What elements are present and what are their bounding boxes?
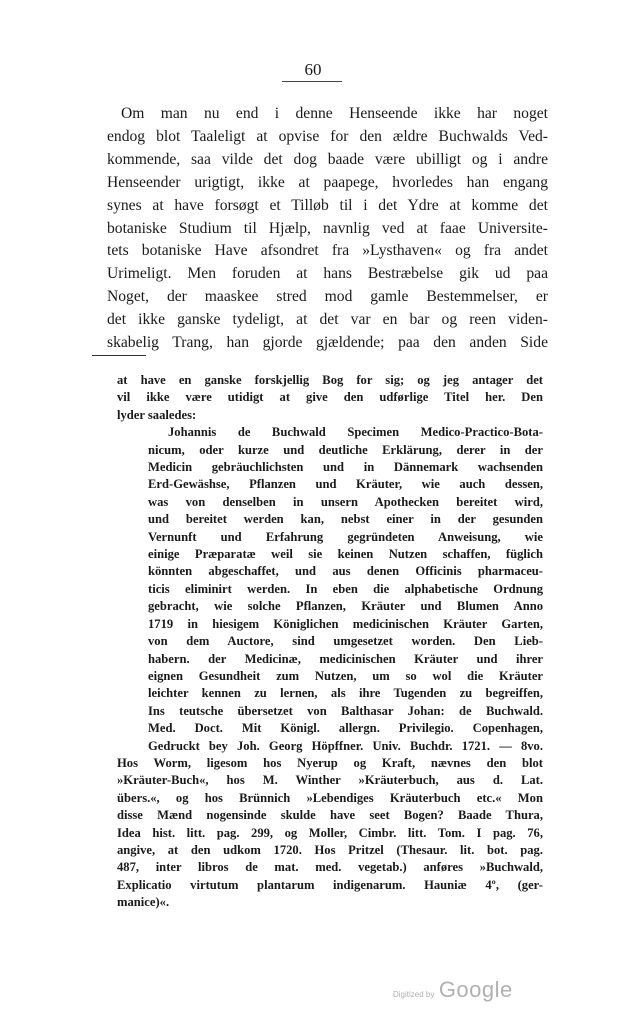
footnote-line: »Kräuter-Buch«, hos M. Winther »Kräuterbuch, aus d. Lat. — [117, 773, 543, 788]
quote-line: habern. der Medicinæ, medicinischen Kräuter und ihrer — [148, 651, 543, 666]
quote-line: Med. Doct. Mit Königl. allergn. Privilegio. Copenhagen, — [148, 721, 543, 736]
text-line: kommende, saa vilde det dog baade være ubilligt og i andre — [107, 150, 548, 168]
footnote-line: übers.«, og hos Brünnich »Lebendiges Kräuterbuch etc.« Mon — [117, 790, 543, 805]
footnote-line: 487, inter libros de mat. med. vegetab.) anføres »Buchwald, — [117, 860, 543, 875]
quote-line: Ins teutsche übersetzet von Balthasar Johan: de Buchwald. — [148, 703, 543, 718]
quote-line: ticis eliminirt werden. In eben die alphabetische Ordnung — [148, 581, 543, 596]
footnote-line: Hos Worm, ligesom hos Nyerup og Kraft, nævnes den blot — [117, 755, 543, 770]
footnote-line: disse Mænd nogensinde skulde have seet Bogen? Baade Thura, — [117, 808, 543, 823]
google-logo: Google — [438, 977, 513, 1002]
text-line: Urimeligt. Men foruden at hans Bestræbelse gik ud paa — [107, 265, 548, 283]
quote-line: leichter kennen zu lernen, als ihre Tugenden zu begreiffen, — [148, 686, 543, 701]
quote-line: Medicin gebräuchlichsten und in Dännemark wachsenden — [148, 460, 543, 475]
quote-line: Vernunft und Erfahrung gegründeten Anweisung, wie — [148, 529, 543, 544]
footnote — [117, 372, 543, 912]
quote-line: von dem Auctore, sind umgesetzet worden. Den Lieb- — [148, 634, 543, 649]
quote-line: einige Præparatæ weil sie keinen Nutzen schaffen, füglich — [148, 547, 543, 562]
text-line: botaniske Studium til Hjælp, navnlig ved at faae Universite- — [107, 219, 548, 237]
footnote-line: vil ikke være utidigt at give den udførlige Titel her. Den — [117, 390, 543, 405]
footnote-line: Explicatio virtutum plantarum indigenarum. Hauniæ 4º, (ger- — [117, 877, 543, 892]
footnote-line: Idea hist. litt. pag. 299, og Moller, Cimbr. litt. Tom. I pag. 76, — [117, 825, 543, 840]
footnote-line: lyder saaledes: — [117, 407, 197, 422]
quote-line: Erd-Gewäshse, Pflanzen und Kräuter, wie auch dessen, — [148, 477, 543, 492]
quote-line: gebracht, wie solche Pflanzen, Kräuter und Blumen Anno — [148, 599, 543, 614]
watermark-prefix: Digitized by — [393, 990, 435, 999]
text-line: Henseender urigtigt, ikke at paapege, hvorledes han engang — [107, 173, 548, 191]
text-line: synes at have forsøgt et Tilløb til i det Ydre at komme det — [107, 196, 548, 214]
quote-line: nicum, oder kurze und deutliche Erklärung, derer in der — [148, 442, 543, 457]
quote-line: und bereitet werden kan, nebst einer in der gesunden — [148, 512, 543, 527]
footnote-rule — [92, 355, 146, 356]
text-line: endog blot Taaleligt at opvise for den ældre Buchwalds Ved- — [107, 127, 548, 145]
quote-line: was von denselben in unsern Apothecken bereitet wird, — [148, 494, 543, 509]
page-number: 60 — [304, 60, 322, 79]
quote-line: 1719 in hiesigem Königlichen medicinischen Kräuter Garten, — [148, 616, 543, 631]
book-title-quote — [148, 424, 543, 755]
main-text — [107, 103, 548, 355]
text-line: tets botaniske Have afsondret fra »Lysthaven« og fra andet — [107, 242, 548, 260]
footnote-line: angive, at den udkom 1720. Hos Pritzel (Thesaur. lit. bot. pag. — [117, 842, 543, 857]
footnote-line: manice)«. — [117, 895, 170, 910]
text-line: Noget, der maaskee stred mod gamle Bestemmelser, er — [107, 288, 548, 306]
footnote-line: at have en ganske forskjellig Bog for sig; og jeg antager det — [117, 373, 543, 387]
quote-line: Gedruckt bey Joh. Georg Höpffner. Univ. Buchdr. 1721. — 8vo. — [148, 738, 543, 753]
digitized-watermark — [393, 977, 513, 1003]
quote-line: könnten abgeschaffet, und aus denen Officinis pharmaceu- — [148, 564, 543, 579]
text-line: Om man nu end i denne Henseende ikke har noget — [121, 105, 548, 122]
text-line: det ikke ganske tydeligt, at det var en bar og reen viden- — [107, 311, 548, 329]
text-line: skabelig Trang, han gjorde gjældende; paa den anden Side — [107, 334, 548, 352]
quote-line: Johannis de Buchwald Specimen Medico-Practico-Bota- — [168, 425, 543, 440]
page-number-rule — [282, 81, 342, 82]
quote-line: eignen Gesundheit zum Nutzen, um so wol die Kräuter — [148, 668, 543, 683]
